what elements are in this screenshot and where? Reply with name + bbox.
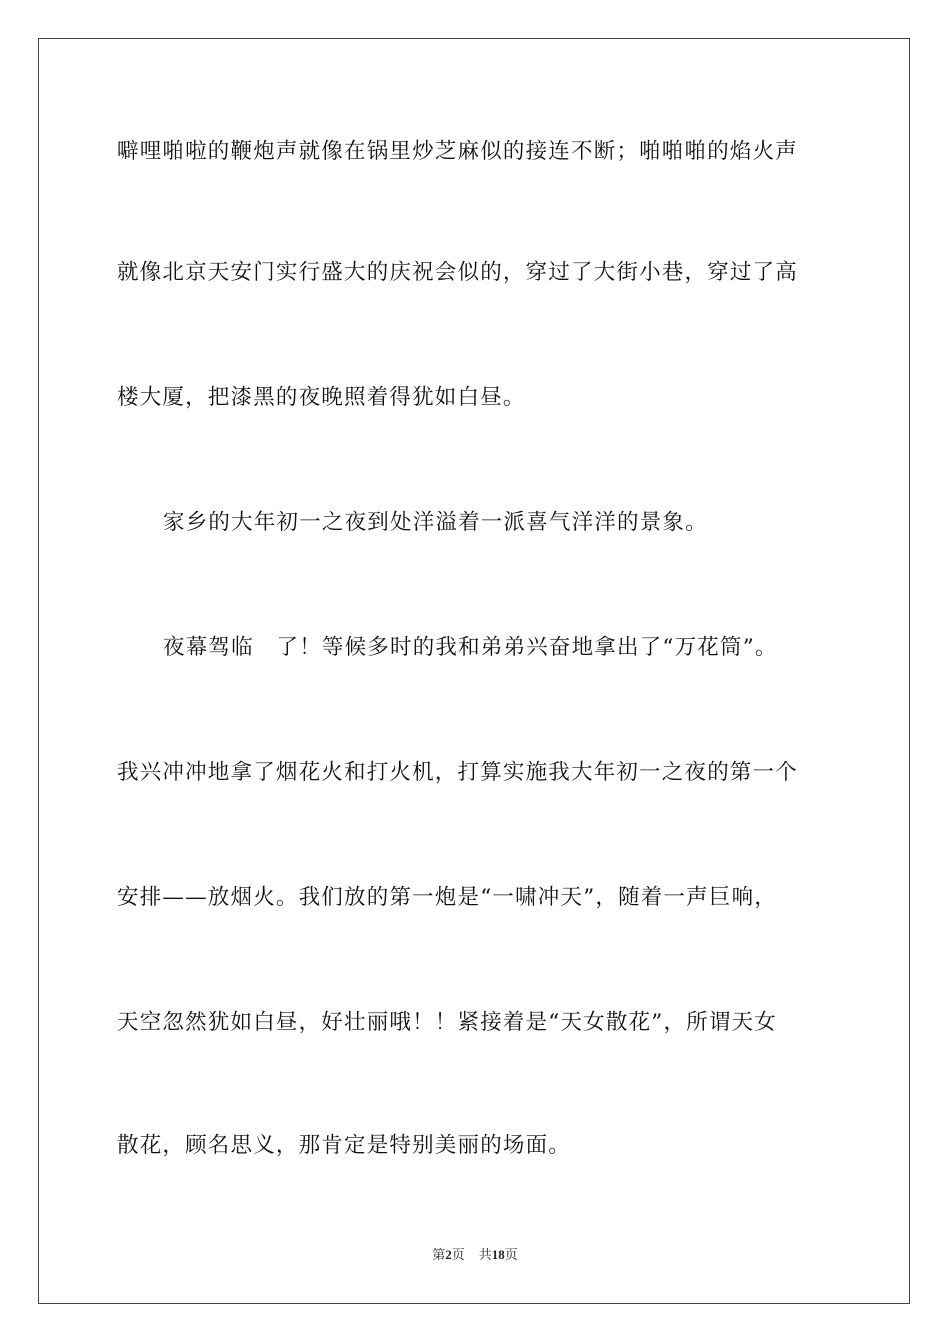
body-line-8: 天空忽然犹如白昼，好壮丽哦！！紧接着是“天女散花”，所谓天女: [117, 1010, 777, 1035]
page-number: 2: [445, 1247, 452, 1262]
page-footer: [0, 1246, 950, 1264]
page-suffix: 页: [451, 1247, 465, 1262]
total-prefix: 共: [478, 1247, 492, 1262]
body-line-3: 楼大厦，把漆黑的夜晚照着得犹如白昼。: [117, 385, 526, 410]
body-line-9: 散花，顾名思义，那肯定是特别美丽的场面。: [117, 1133, 572, 1158]
page-prefix: 第: [432, 1247, 446, 1262]
total-pages: 18: [491, 1247, 505, 1262]
paragraph-line-4: 家乡的大年初一之夜到处洋溢着一派喜气洋洋的景象。: [163, 510, 708, 535]
body-line-2: 就像北京天安门实行盛大的庆祝会似的，穿过了大街小巷，穿过了高: [117, 260, 799, 285]
total-suffix: 页: [504, 1247, 518, 1262]
page-border: [38, 38, 910, 1304]
paragraph-line-5: 夜幕驾临 了！等候多时的我和弟弟兴奋地拿出了“万花筒”。: [163, 635, 778, 660]
body-line-7: 安排——放烟火。我们放的第一炮是“一啸冲天”，随着一声巨响，: [117, 885, 777, 910]
body-line-6: 我兴冲冲地拿了烟花火和打火机，打算实施我大年初一之夜的第一个: [117, 760, 799, 785]
body-line-1: 噼哩啪啦的鞭炮声就像在锅里炒芝麻似的接连不断；啪啪啪的焰火声: [117, 139, 799, 164]
